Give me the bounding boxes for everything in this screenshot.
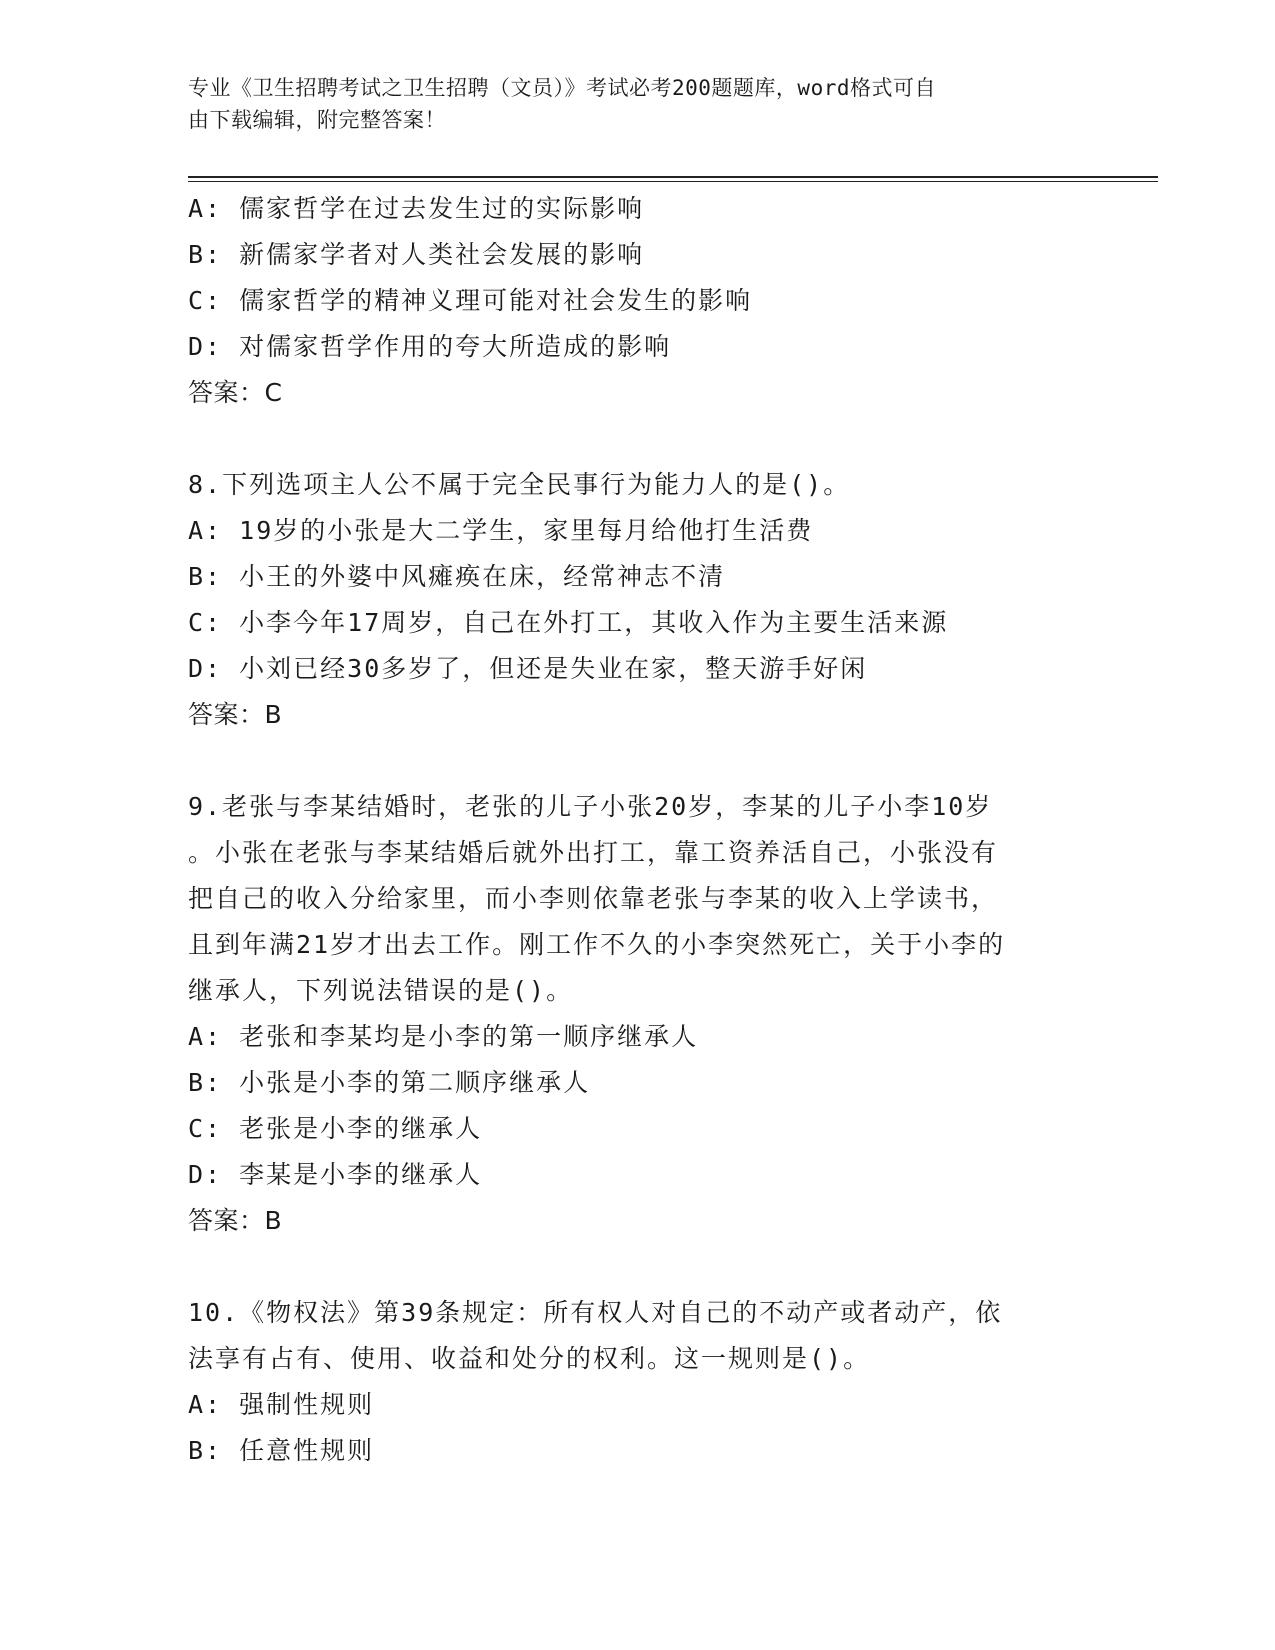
answer: 答案：B [188, 1206, 283, 1235]
question-text-line: 且到年满21岁才出去工作。刚工作不久的小李突然死亡，关于小李的 [188, 930, 1006, 959]
option-a: A: 儒家哲学在过去发生过的实际影响 [188, 194, 645, 223]
option-c: C: 小李今年17周岁，自己在外打工，其收入作为主要生活来源 [188, 608, 949, 637]
question-8 [188, 462, 1088, 738]
answer: 答案：B [188, 700, 283, 729]
question-text-line: 10.《物权法》第39条规定：所有权人对自己的不动产或者动产，依 [188, 1298, 1003, 1327]
answer: 答案：C [188, 378, 283, 407]
header-line-2: 由下载编辑，附完整答案！ [188, 108, 446, 132]
option-b: B: 新儒家学者对人类社会发展的影响 [188, 240, 645, 269]
question-text-line: 继承人，下列说法错误的是()。 [188, 976, 574, 1005]
question-7 [188, 186, 1088, 416]
option-d: D: 小刘已经30多岁了，但还是失业在家，整天游手好闲 [188, 654, 868, 683]
question-text-line: 。小张在老张与李某结婚后就外出打工，靠工资养活自己，小张没有 [188, 838, 999, 867]
option-a: A: 老张和李某均是小李的第一顺序继承人 [188, 1022, 699, 1051]
question-10 [188, 1290, 1088, 1474]
option-b: B: 任意性规则 [188, 1436, 375, 1465]
header-divider-thick [188, 176, 1158, 178]
spacer [188, 738, 1088, 784]
question-text-line: 法享有占有、使用、收益和处分的权利。这一规则是()。 [188, 1344, 871, 1373]
spacer [188, 1244, 1088, 1290]
option-a: A: 强制性规则 [188, 1390, 375, 1419]
option-d: D: 对儒家哲学作用的夸大所造成的影响 [188, 332, 672, 361]
document-header [188, 72, 1088, 136]
option-c: C: 老张是小李的继承人 [188, 1114, 483, 1143]
option-b: B: 小王的外婆中风瘫痪在床，经常神志不清 [188, 562, 726, 591]
question-9 [188, 784, 1088, 1244]
question-list [188, 186, 1088, 1474]
question-text-line: 9.老张与李某结婚时，老张的儿子小张20岁，李某的儿子小李10岁 [188, 792, 993, 821]
question-text: 8.下列选项主人公不属于完全民事行为能力人的是()。 [188, 470, 851, 499]
question-text-line: 把自己的收入分给家里，而小李则依靠老张与李某的收入上学读书， [188, 884, 999, 913]
option-c: C: 儒家哲学的精神义理可能对社会发生的影响 [188, 286, 753, 315]
header-divider-thin [188, 181, 1158, 182]
header-line-1: 专业《卫生招聘考试之卫生招聘（文员）》考试必考200题题库，word格式可自 [188, 76, 936, 100]
option-d: D: 李某是小李的继承人 [188, 1160, 483, 1189]
option-b: B: 小张是小李的第二顺序继承人 [188, 1068, 591, 1097]
option-a: A: 19岁的小张是大二学生，家里每月给他打生活费 [188, 516, 814, 545]
spacer [188, 416, 1088, 462]
